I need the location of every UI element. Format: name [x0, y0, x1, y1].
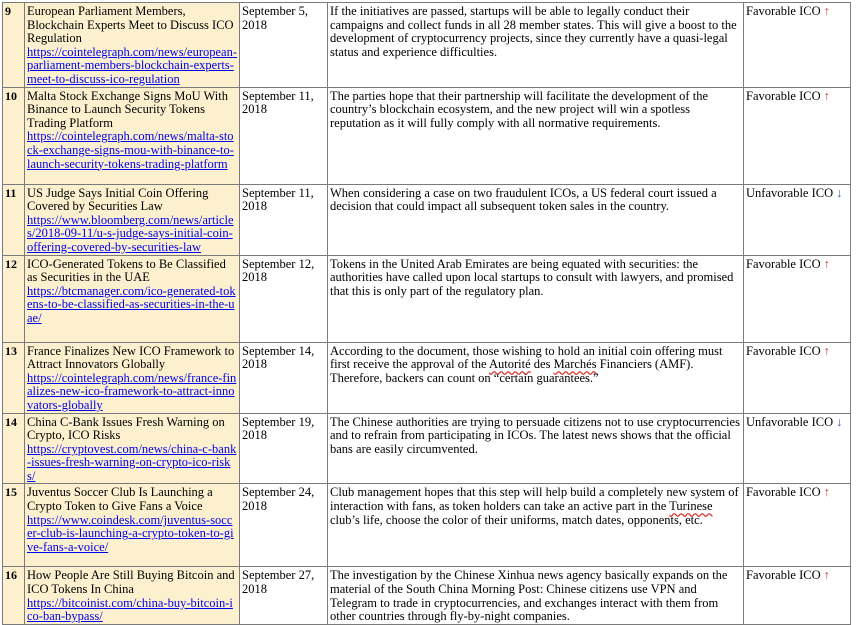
table-row — [3, 3, 851, 88]
sentiment-cell — [744, 184, 851, 255]
news-title-cell — [25, 342, 240, 413]
sentiment-cell — [744, 342, 851, 413]
news-date: September 24, 2018 — [240, 484, 328, 567]
table-row — [3, 567, 851, 624]
news-description: When considering a case on two fraudulent ICOs, a US federal court issued a decision that could impact all subsequent token sales in the country. — [328, 184, 744, 255]
news-description: Tokens in the United Arab Emirates are being equated with securities: the authorities have called upon local startups to consult with lawyers, and promised that this is only part of the regulatory plan. — [328, 255, 744, 342]
news-title: Malta Stock Exchange Signs MoU With Binance to Launch Security Tokens Trading Platform — [27, 88, 228, 130]
sentiment-cell — [744, 413, 851, 484]
news-title-cell — [25, 184, 240, 255]
news-title-cell — [25, 484, 240, 567]
news-description: The Chinese authorities are trying to persuade citizens not to use cryptocurrencies and to refrain from participating in ICOs. The latest news shows that the official bans are easily circumvented. — [328, 413, 744, 484]
news-date: September 12, 2018 — [240, 255, 328, 342]
sentiment-label: Favorable ICO — [746, 256, 821, 271]
arrow-up-icon: ↑ — [823, 88, 830, 103]
sentiment-cell — [744, 484, 851, 567]
arrow-up-icon: ↑ — [823, 485, 830, 500]
news-date: September 11, 2018 — [240, 87, 328, 184]
sentiment-label: Favorable ICO — [746, 343, 821, 358]
news-title: How People Are Still Buying Bitcoin and ICO Tokens In China — [27, 568, 235, 597]
news-date: September 19, 2018 — [240, 413, 328, 484]
sentiment-label: Favorable ICO — [746, 88, 821, 103]
table-row — [3, 184, 851, 255]
table-row — [3, 87, 851, 184]
news-description: According to the document, those wishing to hold an initial coin offering must first receive the approval of the Autorité des Marchés Financiers (AMF). Therefore, backers can count on “certain guarantees.” — [328, 342, 744, 413]
news-link[interactable]: https://cryptovest.com/news/china-c-bank-issues-fresh-warning-on-crypto-ico-risks/ — [27, 441, 237, 483]
news-title: ICO-Generated Tokens to Be Classified as Securities in the UAE — [27, 256, 226, 285]
row-number: 16 — [3, 567, 25, 624]
news-title-cell — [25, 255, 240, 342]
news-title-cell — [25, 3, 240, 88]
sentiment-label: Unfavorable ICO — [746, 185, 834, 200]
news-link[interactable]: https://www.coindesk.com/juventus-soccer-club-is-launching-a-crypto-token-to-give-fans-a-voice/ — [27, 512, 234, 554]
arrow-up-icon: ↑ — [823, 343, 830, 358]
news-description: If the initiatives are passed, startups will be able to legally conduct their campaigns and collect funds in all 28 member states. This will give a boost to the development of cryptocurrency projects, since they currently have a quasi-legal status and experience difficulties. — [328, 3, 744, 88]
news-description: Club management hopes that this step will help build a completely new system of interaction with fans, as token holders can take an active part in the Turinese club’s life, choose the color of their uniforms, match dates, opponents, etc. — [328, 484, 744, 567]
news-link[interactable]: https://btcmanager.com/ico-generated-tokens-to-be-classified-as-securities-in-the-uae/ — [27, 283, 236, 325]
news-link[interactable]: https://www.bloomberg.com/news/articles/2018-09-11/u-s-judge-says-initial-coin-offering-covered-by-securities-law — [27, 212, 234, 254]
table-row — [3, 484, 851, 567]
table-row — [3, 255, 851, 342]
news-title: US Judge Says Initial Coin Offering Covered by Securities Law — [27, 185, 209, 214]
row-number: 13 — [3, 342, 25, 413]
arrow-down-icon: ↓ — [836, 185, 843, 200]
news-title: European Parliament Members, Blockchain Experts Meet to Discuss ICO Regulation — [27, 4, 234, 46]
sentiment-label: Favorable ICO — [746, 568, 821, 583]
news-link[interactable]: https://cointelegraph.com/news/malta-stock-exchange-signs-mou-with-binance-to-launch-security-tokens-trading-platform — [27, 129, 234, 171]
sentiment-cell — [744, 255, 851, 342]
ico-news-table — [2, 2, 851, 625]
news-date: September 14, 2018 — [240, 342, 328, 413]
news-link[interactable]: https://cointelegraph.com/news/france-finalizes-new-ico-framework-to-attract-innovators-globally — [27, 370, 237, 412]
row-number: 15 — [3, 484, 25, 567]
arrow-up-icon: ↑ — [823, 4, 830, 18]
sentiment-label: Unfavorable ICO — [746, 414, 834, 429]
news-date: September 11, 2018 — [240, 184, 328, 255]
news-description: The parties hope that their partnership will facilitate the development of the country’s blockchain ecosystem, and the new project will win a spotless reputation as it will fully comply with all normative requirements. — [328, 87, 744, 184]
news-description: The investigation by the Chinese Xinhua news agency basically expands on the material of the South China Morning Post: Chinese citizens use VPN and Telegram to trade in cryptocurrencies, and exchanges interact with them from other countries through fly-by-night companies. — [328, 567, 744, 624]
table-body — [3, 3, 851, 625]
row-number: 10 — [3, 87, 25, 184]
news-title: Juventus Soccer Club Is Launching a Crypto Token to Give Fans a Voice — [27, 485, 213, 514]
news-link[interactable]: https://cointelegraph.com/news/european-parliament-members-blockchain-experts-meet-to-discuss-ico-regulation — [27, 44, 238, 86]
news-title-cell — [25, 87, 240, 184]
news-title: France Finalizes New ICO Framework to Attract Innovators Globally — [27, 343, 235, 372]
table-row — [3, 342, 851, 413]
arrow-down-icon: ↓ — [836, 414, 843, 429]
table-row — [3, 413, 851, 484]
row-number: 9 — [3, 3, 25, 88]
news-title-cell — [25, 567, 240, 624]
news-link[interactable]: https://bitcoinist.com/china-buy-bitcoin-ico-ban-bypass/ — [27, 595, 233, 624]
sentiment-cell — [744, 567, 851, 624]
arrow-up-icon: ↑ — [823, 568, 830, 583]
news-date: September 5, 2018 — [240, 3, 328, 88]
row-number: 12 — [3, 255, 25, 342]
row-number: 14 — [3, 413, 25, 484]
sentiment-label: Favorable ICO — [746, 485, 821, 500]
sentiment-cell — [744, 3, 851, 88]
news-title-cell — [25, 413, 240, 484]
sentiment-cell — [744, 87, 851, 184]
arrow-up-icon: ↑ — [823, 256, 830, 271]
news-date: September 27, 2018 — [240, 567, 328, 624]
news-title: China C-Bank Issues Fresh Warning on Crypto, ICO Risks — [27, 414, 225, 443]
sentiment-label: Favorable ICO — [746, 4, 821, 18]
row-number: 11 — [3, 184, 25, 255]
